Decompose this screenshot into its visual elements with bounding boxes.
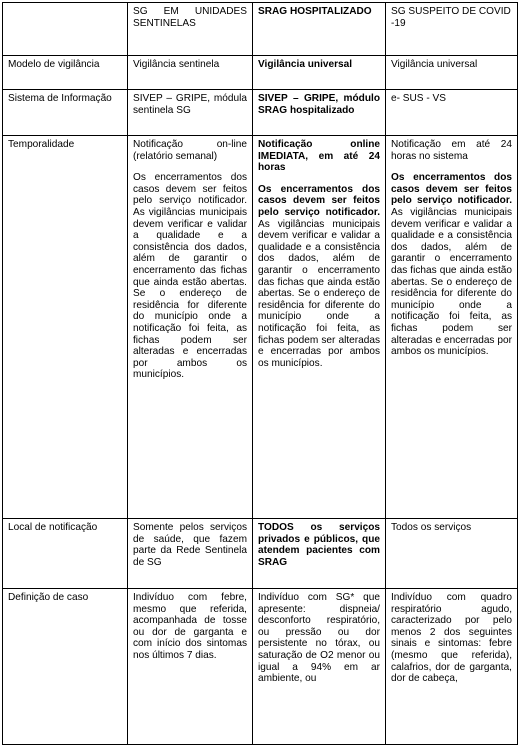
table-row [3,90,518,136]
bold-text: Os encerramentos dos casos devem ser feitos pelo serviço notificador. [258,183,380,218]
regular-text: As vigilâncias municipais devem verificar e validar a qualidade e a consistência dos dados, além de garantir o encerramento das fichas que ainda estão abertas. Se o endereço de residência for diferente do município onde a notificação foi feita, as fichas podem ser alteradas e encerradas por ambos os municípios. [391,206,512,358]
text-paragraph [258,184,380,370]
table-row [3,56,518,90]
surveillance-comparison-table [2,2,518,745]
cell-definicao-covid: Indivíduo com quadro respiratório agudo, caracterizado por pelo menos 2 dos seguintes sinais e sintomas: febre (mesmo que referida), calafrios, dor de garganta, dor de cabeça, [386,589,518,745]
header-sg-sentinel: SG EM UNIDADES SENTINELAS [128,3,253,56]
header-srag-hospital: SRAG HOSPITALIZADO [253,3,386,56]
header-empty-cell [3,3,128,56]
cell-local-srag: TODOS os serviços privados e públicos, que atendem pacientes com SRAG [253,519,386,589]
cell-sistema-covid: e- SUS - VS [386,90,518,136]
cell-definicao-srag: Indivíduo com SG* que apresente: dispneia/ desconforto respiratório, ou pressão ou dor persistente no tórax, ou saturação de O2 menor ou igual a 94% em ar ambiente, ou [253,589,386,745]
row-label-sistema: Sistema de Informação [3,90,128,136]
cell-sistema-srag: SIVEP – GRIPE, módulo SRAG hospitalizado [253,90,386,136]
cell-local-covid: Todos os serviços [386,519,518,589]
cell-local-sentinel: Somente pelos serviços de saúde, que fazem parte da Rede Sentinela de SG [128,519,253,589]
row-label-temporalidade: Temporalidade [3,136,128,519]
header-sg-covid: SG SUSPEITO DE COVID -19 [386,3,518,56]
text-paragraph: Notificação on-line (relatório semanal) [133,139,247,162]
row-label-local: Local de notificação [3,519,128,589]
cell-modelo-srag: Vigilância universal [253,56,386,90]
row-label-modelo: Modelo de vigilância [3,56,128,90]
cell-temporalidade-sentinel [128,136,253,519]
cell-temporalidade-srag [253,136,386,519]
text-paragraph: Notificação online IMEDIATA, em até 24 horas [258,139,380,174]
cell-temporalidade-covid [386,136,518,519]
table-row [3,589,518,745]
text-paragraph [391,172,512,358]
cell-modelo-sentinel: Vigilância sentinela [128,56,253,90]
cell-modelo-covid: Vigilância universal [386,56,518,90]
row-label-definicao: Definição de caso [3,589,128,745]
text-paragraph: Notificação em até 24 horas no sistema [391,139,512,162]
bold-text: Os encerramentos dos casos devem ser feitos pelo serviço notificador. [391,172,512,207]
cell-sistema-sentinel: SIVEP – GRIPE, módula sentinela SG [128,90,253,136]
regular-text: As vigilâncias municipais devem verificar e validar a qualidade e a consistência dos dados, além de garantir o encerramento das fichas que ainda estão abertas. Se o endereço de residência for diferente do município onde a notificação foi feita, as fichas podem ser alteradas e encerradas por ambos os municípios. [258,218,380,369]
table-row [3,519,518,589]
header-row [3,3,518,56]
text-paragraph: Os encerramentos dos casos devem ser feitos pelo serviço notificador. As vigilâncias municipais devem verificar e validar a qualidade e a consistência dos dados, além de garantir o encerramento das fichas que ainda estão abertas. Se o endereço de residência for diferente do município onde a notificação foi feita, as fichas podem ser alteradas e encerradas por ambos os municípios. [133,172,247,381]
table-row [3,136,518,519]
cell-definicao-sentinel: Indivíduo com febre, mesmo que referida, acompanhada de tosse ou dor de garganta e com início dos sintomas nos últimos 7 dias. [128,589,253,745]
